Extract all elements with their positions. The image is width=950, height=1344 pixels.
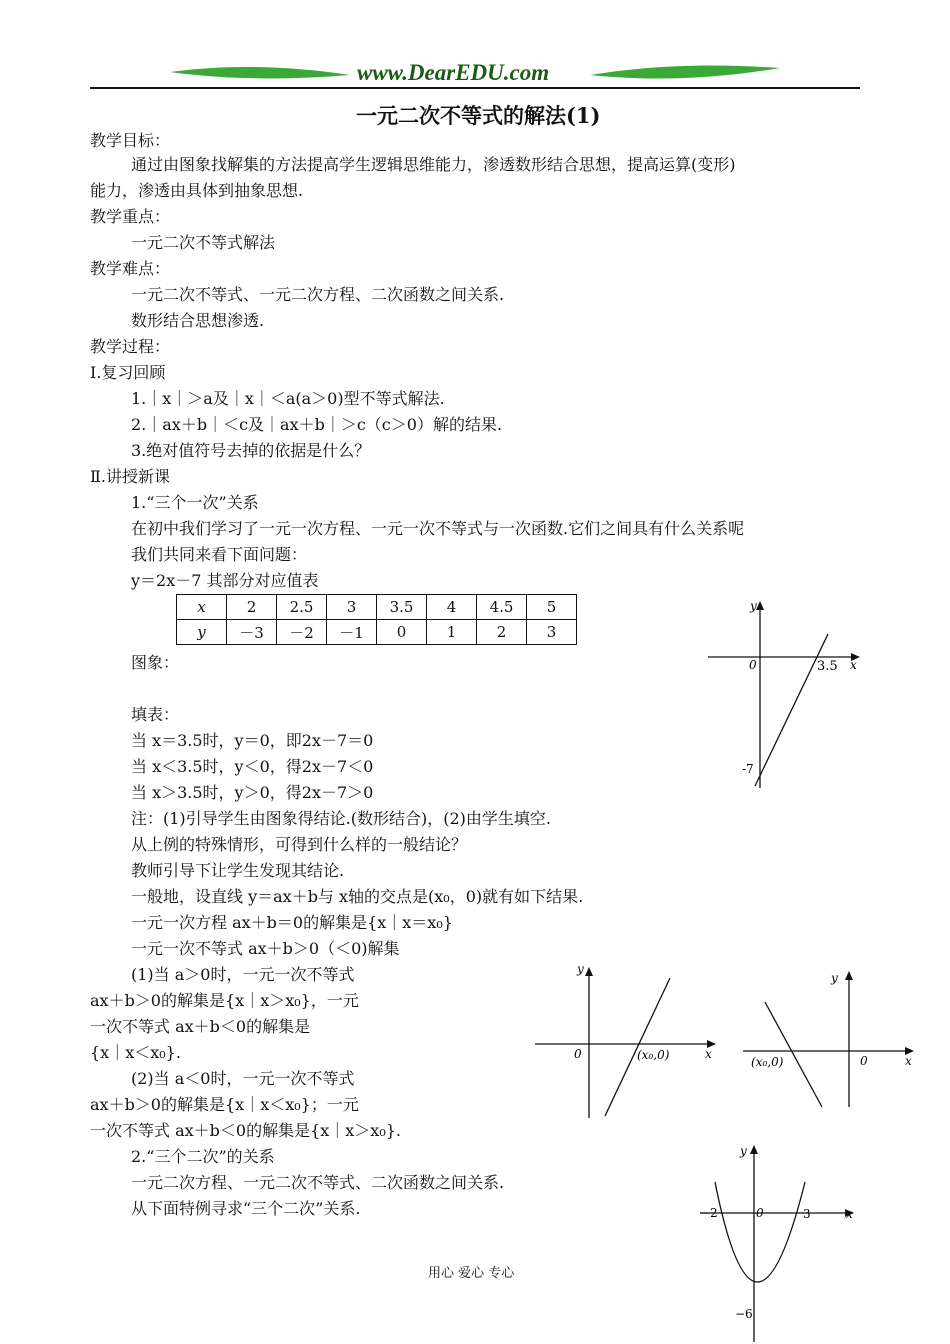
text-line: 一元一次方程 ax＋b＝0的解集是{x｜x＝x₀}: [131, 913, 453, 932]
origin-label: 0: [574, 1047, 582, 1061]
table-cell: 5: [527, 595, 577, 620]
axis-label-y: y: [831, 971, 838, 985]
text-line: (2)当 a＜0时，一元一次不等式: [131, 1069, 355, 1088]
table-cell: 3.5: [377, 595, 427, 620]
text-line: 在初中我们学习了一元一次方程、一元一次不等式与一次函数.它们之间具有什么关系呢: [131, 519, 745, 538]
page-footer: 用心 爱心 专心: [428, 1266, 515, 1281]
text-line: 教学目标：: [90, 131, 171, 150]
text-line: 3.绝对值符号去掉的依据是什么？: [131, 441, 371, 460]
text-line: ax＋b＞0的解集是{x｜x＜x₀}；一元: [90, 1095, 359, 1114]
text-line: 教学过程：: [90, 337, 171, 356]
axis-label-y: y: [577, 962, 584, 976]
text-line: (1)当 a＞0时，一元一次不等式: [131, 965, 355, 984]
axis-label-x: x: [846, 1207, 853, 1221]
header-rule: [90, 87, 860, 89]
table-row: [177, 595, 577, 620]
table-cell: 1: [427, 620, 477, 645]
text-line: 教师引导下让学生发现其结论.: [131, 861, 345, 880]
text-line: 教学重点：: [90, 207, 171, 226]
text-line: 通过由图象找解集的方法提高学生逻辑思维能力，渗透数形结合思想，提高运算(变形): [131, 155, 736, 174]
text-line: Ⅰ.复习回顾: [90, 363, 166, 382]
vertex-label: −6: [735, 1307, 753, 1321]
table-cell: 3: [327, 595, 377, 620]
text-line: 一般地，设直线 y＝ax＋b与 x轴的交点是(x₀，0)就有如下结果.: [131, 887, 584, 906]
text-line: 2.“三个二次”的关系: [131, 1147, 275, 1166]
root-point-label: (x₀,0): [637, 1048, 670, 1062]
graph-linear-a-positive: [530, 958, 725, 1123]
table-cell: y: [177, 620, 227, 645]
text-line: 图象：: [131, 653, 180, 672]
graph-linear-a-negative: [740, 962, 925, 1110]
logo-text: www.DearEDU.com: [357, 60, 550, 85]
axis-label-y: y: [740, 1144, 747, 1158]
origin-label: 0: [749, 658, 757, 672]
page-title: 一元二次不等式的解法(1): [356, 103, 601, 128]
text-line: 一元二次方程、一元二次不等式、二次函数之间关系.: [131, 1173, 505, 1192]
text-line: 从下面特例寻求“三个二次”关系.: [131, 1199, 361, 1218]
text-line: 一元一次不等式 ax＋b＞0（＜0)解集: [131, 939, 400, 958]
axis-label-x: x: [905, 1054, 912, 1068]
text-line: 我们共同来看下面问题：: [131, 545, 308, 564]
text-line: 教学难点：: [90, 259, 171, 278]
table-cell: 2: [227, 595, 277, 620]
axis-label-x: x: [850, 658, 857, 672]
right-root-label: 3: [803, 1207, 811, 1221]
axis-label-y: y: [750, 599, 757, 613]
text-line: 注：(1)引导学生由图象得结论.(数形结合)，(2)由学生填空.: [131, 809, 551, 828]
table-cell: 3: [527, 620, 577, 645]
text-line: 数形结合思想渗透.: [131, 311, 265, 330]
text-line: 从上例的特殊情形，可得到什么样的一般结论？: [131, 835, 468, 854]
table-row: [177, 620, 577, 645]
graph-parabola: [695, 1138, 865, 1344]
table-cell: 4.5: [477, 595, 527, 620]
left-root-label: −2: [700, 1206, 718, 1220]
intercept-label: -7: [742, 762, 754, 776]
text-line: 当 x＜3.5时，y＜0，得2x－7＜0: [131, 757, 374, 776]
header-banner: [0, 0, 950, 92]
origin-label: 0: [756, 1206, 764, 1220]
text-line: 一元二次不等式、一元二次方程、二次函数之间关系.: [131, 285, 505, 304]
table-cell: 2.5: [277, 595, 327, 620]
text-line: y＝2x－7 其部分对应值表: [131, 571, 319, 590]
text-line: 一次不等式 ax＋b＜0的解集是{x｜x＞x₀}.: [90, 1121, 402, 1140]
table-cell: 0: [377, 620, 427, 645]
text-line: Ⅱ.讲授新课: [90, 467, 170, 486]
table-cell: －1: [327, 620, 377, 645]
root-point-label: (x₀,0): [751, 1055, 784, 1069]
text-line: 填表：: [131, 705, 180, 724]
table-cell: －3: [227, 620, 277, 645]
value-table: [176, 594, 577, 645]
text-line: 1.｜x｜＞a及｜x｜＜a(a＞0)型不等式解法.: [131, 389, 445, 408]
text-line: 一次不等式 ax＋b＜0的解集是: [90, 1017, 311, 1036]
text-line: 当 x＝3.5时，y＝0，即2x－7＝0: [131, 731, 374, 750]
table-cell: 4: [427, 595, 477, 620]
text-line: 1.“三个一次”关系: [131, 493, 259, 512]
table-cell: 2: [477, 620, 527, 645]
axis-label-x: x: [705, 1047, 712, 1061]
text-line: 能力，渗透由具体到抽象思想.: [90, 181, 304, 200]
text-line: 一元二次不等式解法: [131, 233, 276, 252]
graph-linear-1: [700, 596, 870, 796]
text-line: 当 x＞3.5时，y＞0，得2x－7＞0: [131, 783, 374, 802]
text-line: ax＋b＞0的解集是{x｜x＞x₀}，一元: [90, 991, 359, 1010]
root-label: 3.5: [817, 659, 838, 674]
text-line: 2.｜ax＋b｜＜c及｜ax＋b｜＞c（c＞0）解的结果.: [131, 415, 503, 434]
table-cell: －2: [277, 620, 327, 645]
table-cell: x: [177, 595, 227, 620]
text-line: {x｜x＜x₀}.: [90, 1043, 181, 1062]
origin-label: 0: [860, 1054, 868, 1068]
